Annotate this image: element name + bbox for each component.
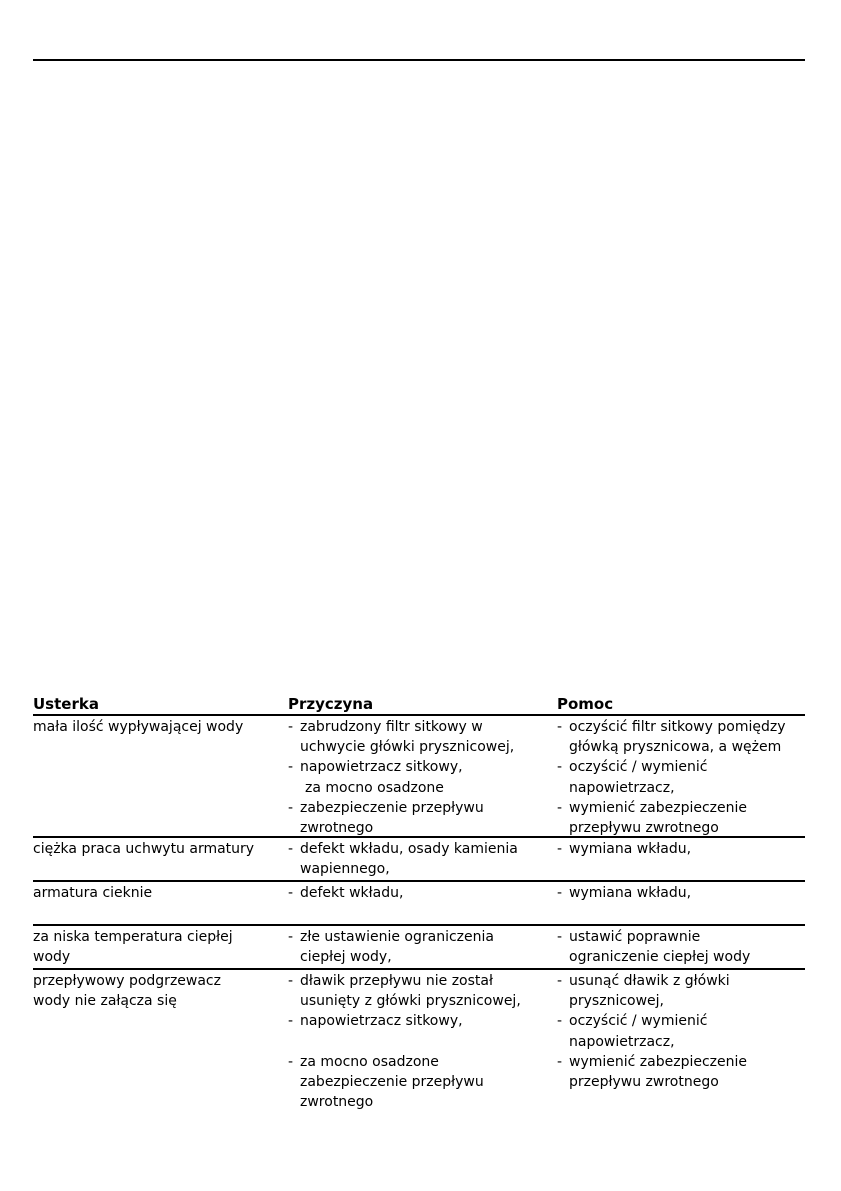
cause-cell	[288, 839, 550, 879]
fault-text: armatura cieknie	[33, 885, 153, 901]
header-fault: Usterka	[33, 695, 99, 713]
cause-cell	[288, 971, 550, 1112]
cause-item-continued: zabezpieczenie przepływu	[300, 1073, 484, 1090]
remedy-item-continued: przepływu zwrotnego	[569, 819, 719, 836]
remedy-item: - wymiana wkładu,	[557, 883, 807, 903]
remedy-item-continued: główką prysznicowa, a wężem	[569, 739, 782, 756]
cause-item: - defekt wkładu,	[288, 883, 550, 903]
remedy-cell	[557, 839, 807, 859]
table-row	[33, 716, 805, 838]
troubleshooting-table	[33, 694, 805, 1120]
fault-text: przepływowy podgrzewacz	[33, 973, 221, 989]
fault-text: ciężka praca uchwytu armatury	[33, 841, 255, 857]
remedy-item: - wymienić zabezpieczenie	[557, 798, 807, 818]
header-cause: Przyczyna	[288, 695, 374, 713]
cause-item: - złe ustawienie ograniczenia	[288, 927, 550, 947]
cause-item: - dławik przepływu nie został	[288, 971, 550, 991]
remedy-cell	[557, 883, 807, 903]
fault-text: mała ilość wypływającej wody	[33, 719, 244, 735]
table-row	[33, 970, 805, 1120]
fault-cell	[33, 927, 283, 967]
spacer-line	[288, 1032, 550, 1052]
remedy-item: - wymiana wkładu,	[557, 839, 807, 859]
fault-text: wody	[33, 949, 71, 966]
top-rule	[33, 59, 805, 61]
table-row	[33, 838, 805, 882]
fault-text: wody nie załącza się	[33, 993, 177, 1010]
remedy-cell	[557, 717, 807, 838]
remedy-item-continued: przepływu zwrotnego	[569, 1073, 719, 1090]
cause-cell	[288, 883, 550, 903]
remedy-item: - oczyścić / wymienić	[557, 757, 807, 777]
table-header-row	[33, 694, 805, 716]
cause-item: - zabezpieczenie przepływu	[288, 798, 550, 818]
fault-cell	[33, 839, 283, 859]
remedy-item: - usunąć dławik z główki	[557, 971, 807, 991]
fault-cell	[33, 971, 283, 1011]
header-remedy: Pomoc	[557, 695, 614, 713]
remedy-item: - ustawić poprawnie	[557, 927, 807, 947]
remedy-item-continued: napowietrzacz,	[569, 1033, 675, 1050]
cause-item-continued: wapiennego,	[300, 861, 390, 878]
cause-item-continued: usunięty z główki prysznicowej,	[300, 993, 521, 1010]
cause-item: - zabrudzony filtr sitkowy w	[288, 717, 550, 737]
cause-cell	[288, 927, 550, 967]
cause-item-continued: zwrotnego	[300, 1094, 374, 1111]
remedy-item: - oczyścić / wymienić	[557, 1011, 807, 1031]
remedy-item-continued: napowietrzacz,	[569, 779, 675, 796]
table-row	[33, 882, 805, 926]
cause-item-continued: ciepłej wody,	[300, 949, 392, 966]
cause-item: - defekt wkładu, osady kamienia	[288, 839, 550, 859]
fault-cell	[33, 717, 283, 737]
remedy-item: - wymienić zabezpieczenie	[557, 1052, 807, 1072]
cause-item-continued: zwrotnego	[300, 819, 374, 836]
cause-cell	[288, 717, 550, 838]
cause-item-continued: uchwycie główki prysznicowej,	[300, 739, 515, 756]
remedy-cell	[557, 927, 807, 967]
cause-item: - napowietrzacz sitkowy,	[288, 757, 550, 777]
table-row	[33, 926, 805, 970]
remedy-cell	[557, 971, 807, 1092]
remedy-item-continued: ograniczenie ciepłej wody	[569, 949, 751, 966]
fault-text: za niska temperatura ciepłej	[33, 929, 233, 945]
remedy-item: - oczyścić filtr sitkowy pomiędzy	[557, 717, 807, 737]
cause-item: - napowietrzacz sitkowy,	[288, 1011, 550, 1031]
remedy-item-continued: prysznicowej,	[569, 993, 664, 1010]
cause-item-continued: za mocno osadzone	[305, 779, 444, 796]
cause-item: - za mocno osadzone	[288, 1052, 550, 1072]
fault-cell	[33, 883, 283, 903]
